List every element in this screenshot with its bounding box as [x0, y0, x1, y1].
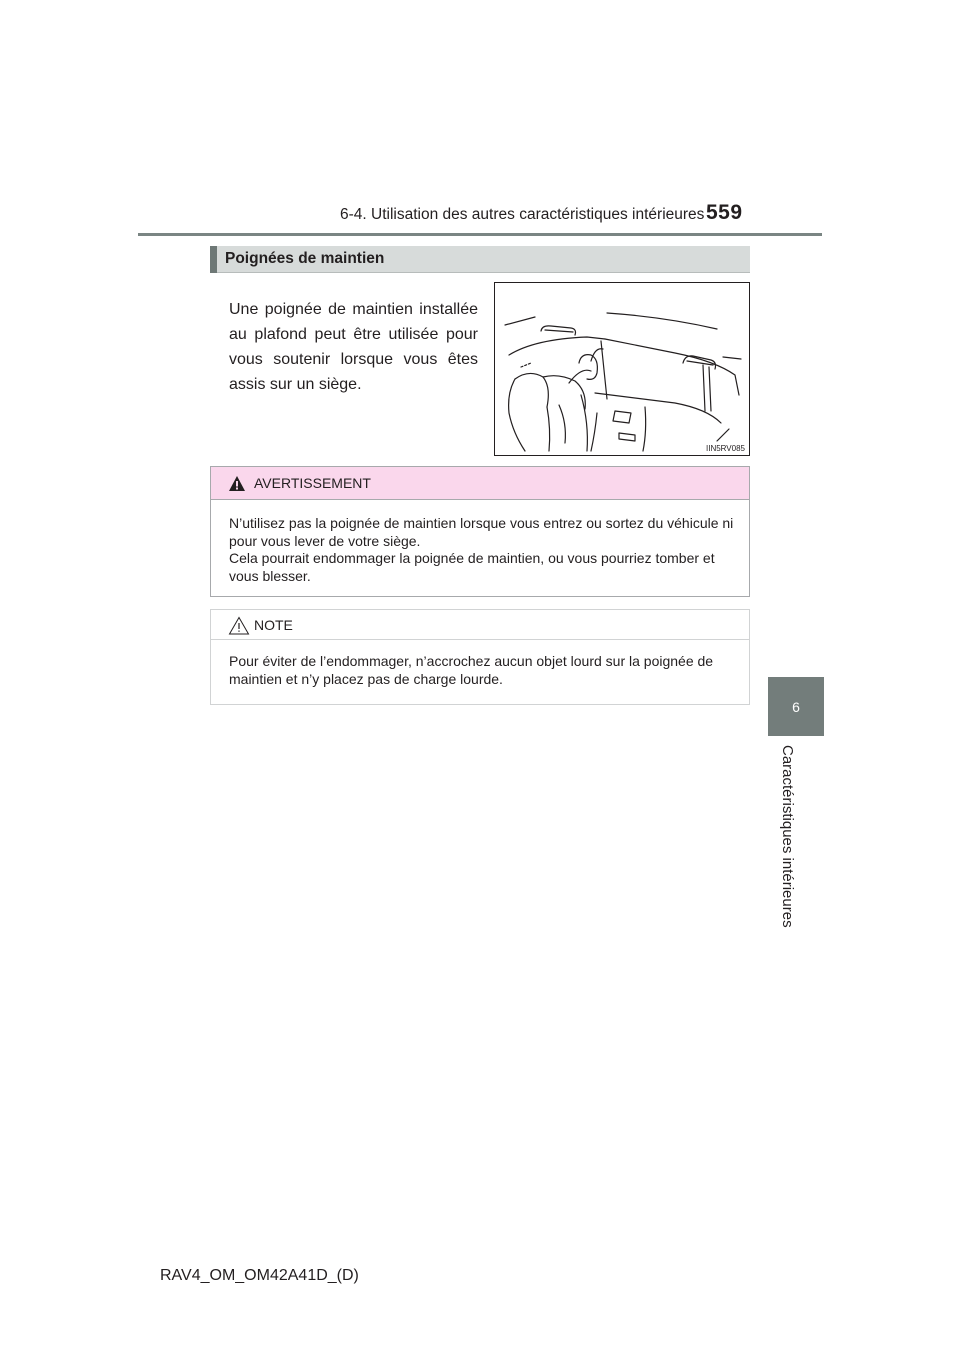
section-header-bar — [210, 246, 217, 273]
warning-triangle-icon — [228, 475, 246, 492]
warning-title: AVERTISSEMENT — [254, 475, 371, 491]
warning-box — [210, 466, 750, 597]
chapter-number: 6 — [792, 698, 800, 715]
section-body-text: Une poignée de maintien installée au plafond peut être utilisée pour vous soutenir lorsque vous êtes assis sur un siège. — [229, 301, 478, 393]
assist-grip-illustration — [494, 282, 750, 456]
warning-body — [229, 515, 740, 585]
figure-code: IIN5RV085 — [706, 444, 745, 453]
header-section-title: 6-4. Utilisation des autres caractéristiques intérieures — [340, 206, 705, 223]
warning-header — [211, 467, 749, 500]
warning-paragraph: N’utilisez pas la poignée de maintien lorsque vous entrez ou sortez du véhicule ni pour vous lever de votre siège. — [229, 515, 734, 549]
caution-triangle-outline-icon — [228, 616, 250, 635]
page-number: 559 — [706, 201, 743, 224]
note-title: NOTE — [254, 617, 293, 633]
note-header — [211, 610, 749, 640]
section-title: Poignées de maintien — [225, 250, 385, 267]
vehicle-interior-drawing — [495, 283, 749, 455]
note-body: Pour éviter de l’endommager, n’accrochez aucun objet lourd sur la poignée de maintien et n’y placez pas de charge lourde. — [229, 653, 714, 687]
chapter-tab — [768, 677, 824, 736]
note-box — [210, 609, 750, 705]
chapter-label: Caractéristiques intérieures — [779, 745, 796, 928]
document-code: RAV4_OM_OM42A41D_(D) — [160, 1267, 359, 1284]
section-header — [210, 246, 750, 273]
warning-paragraph: Cela pourrait endommager la poignée de maintien, ou vous pourriez tomber et vous blesser. — [229, 550, 715, 584]
header-rule — [138, 233, 822, 236]
